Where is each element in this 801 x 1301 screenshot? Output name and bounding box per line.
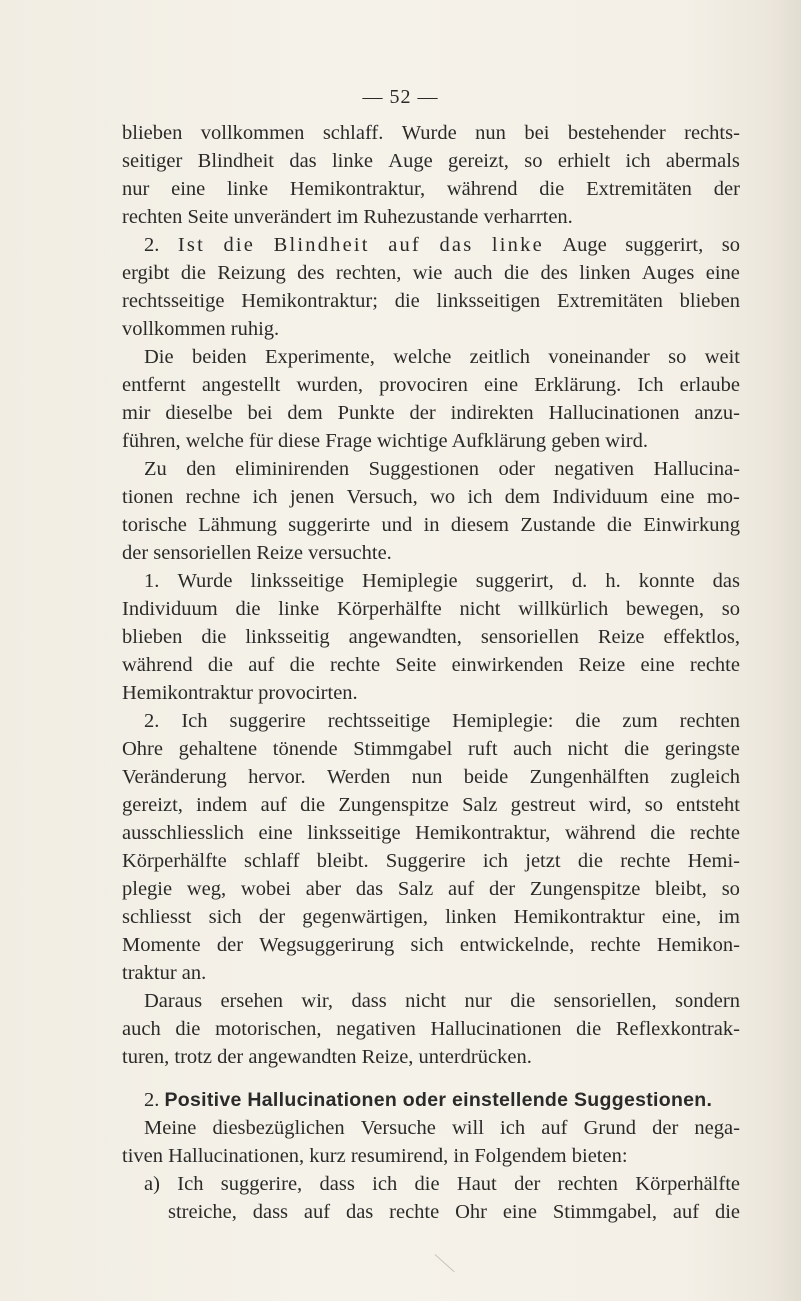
text-line: vollkommen ruhig. [122,318,280,340]
text-line: mir dieselbe bei dem Punkte der indirekten Hallucinationen anzu- [122,402,740,424]
text-line: 2. Positive Hallucinationen oder einstellende Suggestionen. [144,1089,713,1111]
text-line: 2. Ist die Blindheit auf das linke Auge suggerirt, so [144,234,740,256]
text-line: nur eine linke Hemikontraktur, während die Extremitäten der [122,178,740,200]
text-line: ausschliesslich eine linksseitige Hemikontraktur, während die rechte [122,822,740,844]
text-line: schliesst sich der gegenwärtigen, linken Hemikontraktur eine, im [122,906,740,928]
text-line: gereizt, indem auf die Zungenspitze Salz gestreut wird, so entsteht [122,794,740,816]
text-line: der sensoriellen Reize versuchte. [122,542,392,564]
text-line: torische Lähmung suggerirte und in diesem Zustande die Einwirkung [122,514,740,536]
text-line: blieben die linksseitig angewandten, sensoriellen Reize effektlos, [122,626,740,648]
text-line: Individuum die linke Körperhälfte nicht willkürlich bewegen, so [122,598,740,620]
text-line: streiche, dass auf das rechte Ohr eine Stimmgabel, auf die [168,1201,740,1223]
text-line: auch die motorischen, negativen Hallucinationen die Reflexkontrak- [122,1018,740,1040]
text-line: blieben vollkommen schlaff. Wurde nun bei bestehender rechts- [122,122,740,144]
text-line: Zu den eliminirenden Suggestionen oder negativen Hallucina- [144,458,740,480]
text-line: tiven Hallucinationen, kurz resumirend, in Folgendem bieten: [122,1145,628,1167]
text-line: ergibt die Reizung des rechten, wie auch die des linken Auges eine [122,262,740,284]
text-line: Körperhälfte schlaff bleibt. Suggerire ich jetzt die rechte Hemi- [122,850,740,872]
text-line: traktur an. [122,962,207,984]
text-line: a) Ich suggerire, dass ich die Haut der rechten Körperhälfte [144,1173,740,1195]
text-line: Die beiden Experimente, welche zeitlich voneinander so weit [144,346,740,368]
text-line: Ohre gehaltene tönende Stimmgabel ruft auch nicht die geringste [122,738,740,760]
text-line: 1. Wurde linksseitige Hemiplegie suggerirt, d. h. konnte das [144,570,740,592]
text-line: plegie weg, wobei aber das Salz auf der Zungenspitze bleibt, so [122,878,740,900]
text-line: Meine diesbezüglichen Versuche will ich auf Grund der nega- [144,1117,740,1139]
text-line: seitiger Blindheit das linke Auge gereizt, so erhielt ich abermals [122,150,740,172]
print-mark [435,1254,455,1272]
text-line: rechten Seite unverändert im Ruhezustande verharrten. [122,206,573,228]
text-line: Hemikontraktur provocirten. [122,682,358,704]
text-line: tionen rechne ich jenen Versuch, wo ich dem Individuum eine mo- [122,486,740,508]
text-line: Veränderung hervor. Werden nun beide Zungenhälften zugleich [122,766,740,788]
text-line: führen, welche für diese Frage wichtige Aufklärung geben wird. [122,430,648,452]
text-line: während die auf die rechte Seite einwirkenden Reize eine rechte [122,654,740,676]
text-line: turen, trotz der angewandten Reize, unterdrücken. [122,1046,532,1068]
text-line: rechtsseitige Hemikontraktur; die linksseitigen Extremitäten blieben [122,290,740,312]
page-number: — 52 — [362,86,439,108]
text-line: Momente der Wegsuggerirung sich entwickelnde, rechte Hemikon- [122,934,740,956]
text-line: entfernt angestellt wurden, provociren eine Erklärung. Ich erlaube [122,374,740,396]
text-line: 2. Ich suggerire rechtsseitige Hemiplegie: die zum rechten [144,710,740,732]
text-line: Daraus ersehen wir, dass nicht nur die sensoriellen, sondern [144,990,740,1012]
